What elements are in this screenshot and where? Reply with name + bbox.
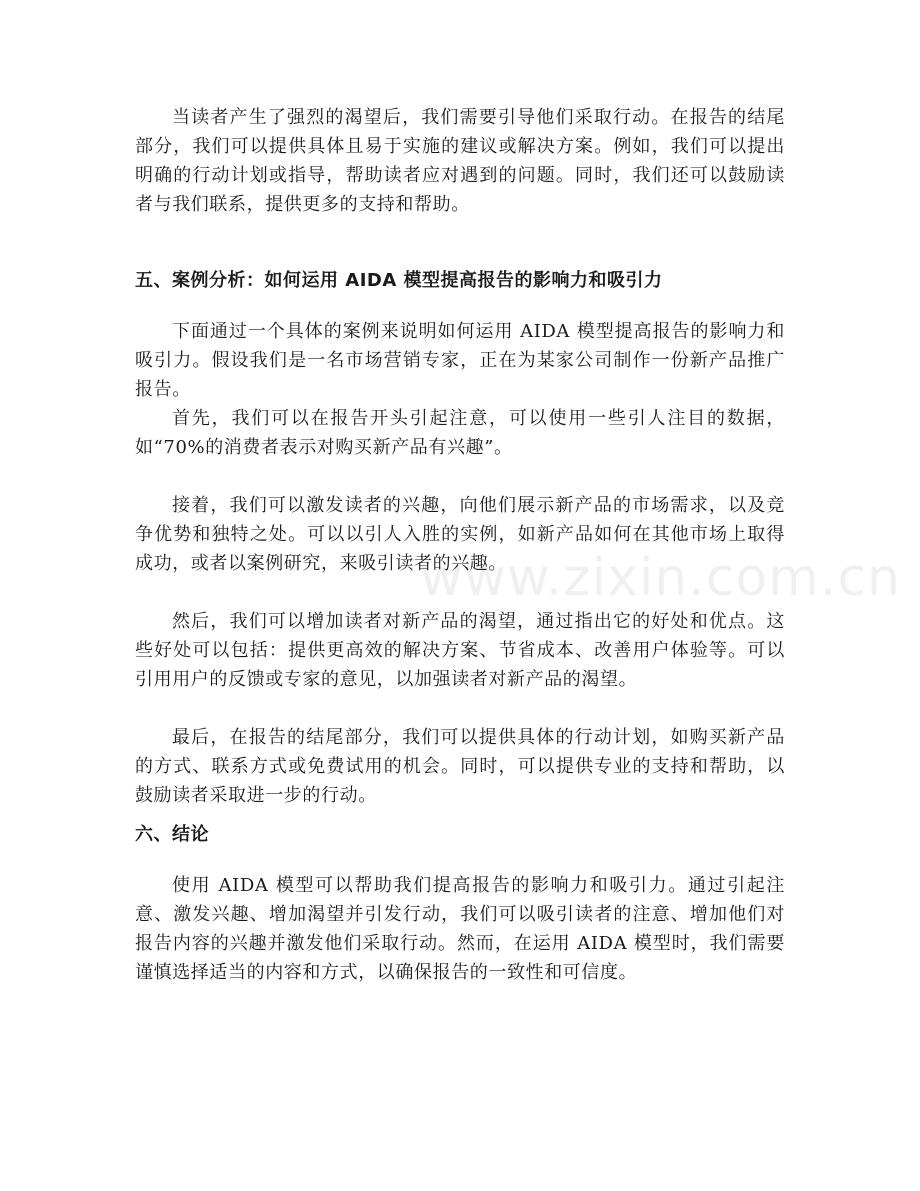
paragraph-desire: 然后，我们可以增加读者对新产品的渴望，通过指出它的好处和优点。这些好处可以包括：提供更高效的解决方案、节省成本、改善用户体验等。可以引用用户的反馈或专家的意见，以加强读者对新产品的渴望。: [135, 611, 785, 690]
paragraph-action: 最后，在报告的结尾部分，我们可以提供具体的行动计划，如购买新产品的方式、联系方式或免费试用的机会。同时，可以提供专业的支持和帮助，以鼓励读者采取进一步的行动。: [135, 727, 785, 806]
paragraph-interest: 接着，我们可以激发读者的兴趣，向他们展示新产品的市场需求，以及竞争优势和独特之处。可以以引人入胜的实例，如新产品如何在其他市场上取得成功，或者以案例研究，来吸引读者的兴趣。: [135, 495, 785, 574]
paragraph-case-intro: 下面通过一个具体的案例来说明如何运用 AIDA 模型提高报告的影响力和吸引力。假设我们是一名市场营销专家，正在为某家公司制作一份新产品推广报告。: [135, 321, 785, 400]
paragraph-attention: 首先，我们可以在报告开头引起注意，可以使用一些引人注目的数据，如“70%的消费者表示对购买新产品有兴趣”。: [135, 408, 785, 458]
section-heading-conclusion: 六、结论: [135, 824, 209, 845]
section-heading-case-study: 五、案例分析：如何运用 AIDA 模型提高报告的影响力和吸引力: [135, 270, 663, 291]
paragraph-conclusion: 使用 AIDA 模型可以帮助我们提高报告的影响力和吸引力。通过引起注意、激发兴趣、增加渴望并引发行动，我们可以吸引读者的注意、增加他们对报告内容的兴趣并激发他们采取行动。然而，在运用 AIDA 模型时，我们需要谨慎选择适当的内容和方式，以确保报告的一致性和可信度。: [135, 875, 785, 983]
watermark: www.zixin.com.cn: [420, 548, 901, 608]
paragraph-call-to-action: 当读者产生了强烈的渴望后，我们需要引导他们采取行动。在报告的结尾部分，我们可以提供具体且易于实施的建议或解决方案。例如，我们可以提出明确的行动计划或指导，帮助读者应对遇到的问题。同时，我们还可以鼓励读者与我们联系，提供更多的支持和帮助。: [135, 107, 785, 215]
